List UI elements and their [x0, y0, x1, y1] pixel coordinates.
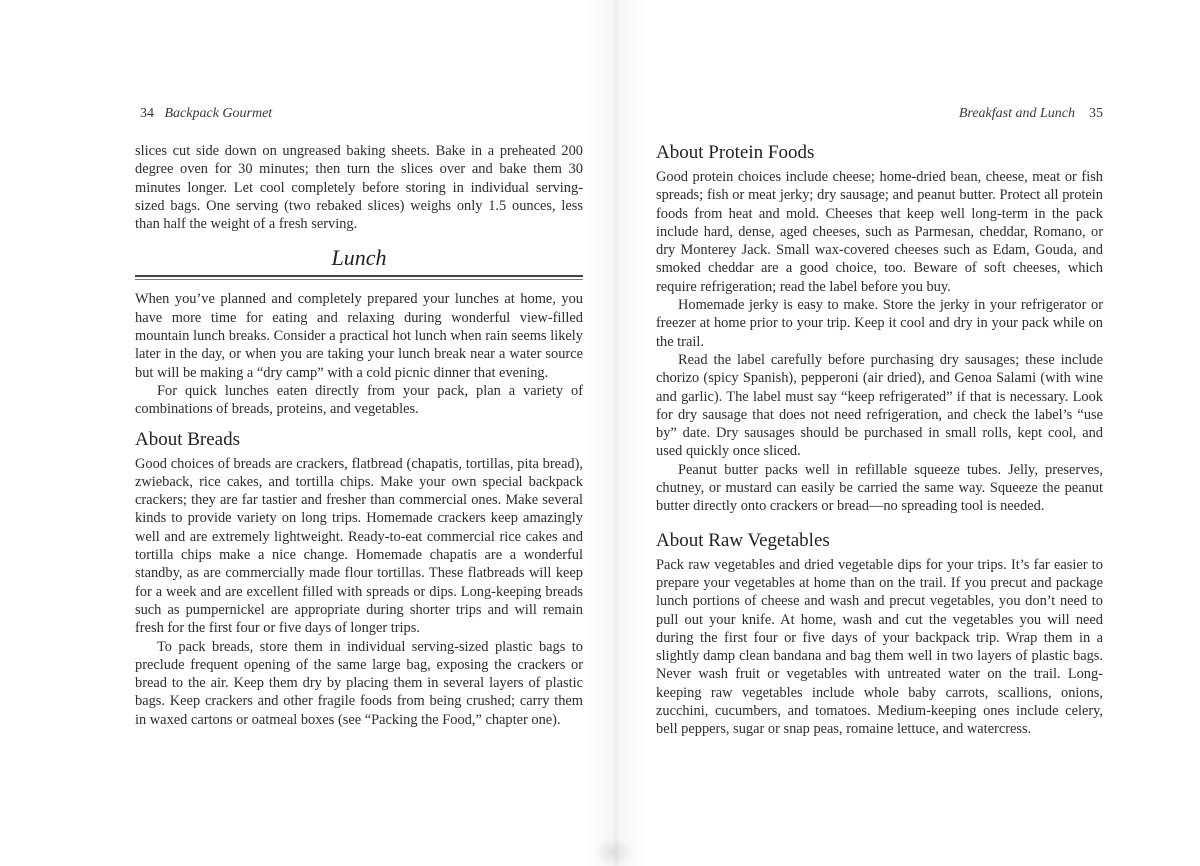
- section-title-lunch: Lunch: [331, 245, 387, 271]
- section-divider: [135, 275, 583, 280]
- vegetables-paragraph: Pack raw vegetables and dried vegetable dips for your trips. It’s far easier to prepare your vegetables at home than on the trail. If you precut and package lunch portions of cheese and wash and precut vegetables, you don’t need to pull out your knife. At home, wash and cut the vegetables you will need during the first four or five days of your backpack trip. Wrap them in a slightly damp clean bandana and bag them well in two layers of plastic bags. Never wash fruit or vegetables with untreated water on the trail. Long-keeping raw vegetables include whole baby carrots, scallions, onions, zucchini, cucumbers, and tomatoes. Medium-keeping ones include celery, bell peppers, sugar or snap peas, romaine lettuce, and watercress.: [656, 556, 1103, 738]
- page-edge-shadow: [594, 838, 634, 866]
- left-running-title: Backpack Gourmet: [164, 106, 273, 121]
- lunch-paragraph: When you’ve planned and completely prepared your lunches at home, you have more time for eating and relaxing during wonderful view-filled mountain lunch breaks. Consider a practical hot lunch when rain seems likely later in the day, or when you are taking your lunch break near a water source but will be making a “dry camp” with a cold picnic dinner that evening.: [135, 291, 583, 381]
- book-gutter: [586, 0, 646, 866]
- left-running-head: [140, 104, 272, 124]
- right-running-head: [948, 104, 1103, 124]
- left-page-body: [135, 142, 583, 729]
- breads-paragraph: Good choices of breads are crackers, flatbread (chapatis, tortillas, pita bread), zwieback, rice cakes, and tortilla chips. Make your own special backpack crackers; they are far tastier and fresher than commercial ones. Make several kinds to provide variety on long trips. Homemade crackers keep amazingly well and are extremely lightweight. Ready-to-eat commercial rice cakes and tortilla chips make a nice change. Homemade chapatis are a wonderful standby, as are commercially made flour tortillas. These flatbreads will keep for a week and are excellent filled with spreads or dips. Long-keeping breads such as pumpernickel are appropriate during shorter trips and will remain fresh for the first four or five days of longer trips.: [135, 455, 583, 637]
- right-page-number: 35: [1089, 106, 1103, 121]
- protein-paragraph: Homemade jerky is easy to make. Store the jerky in your refrigerator or freezer at home prior to your trip. Keep it cool and dry in your pack while on the trail.: [656, 297, 1103, 350]
- left-page-number: 34: [140, 106, 154, 121]
- heading-about-raw-vegetables: About Raw Vegetables: [656, 529, 830, 551]
- right-running-title: Breakfast and Lunch: [958, 106, 1075, 121]
- protein-paragraph: Read the label carefully before purchasing dry sausages; these include chorizo (spicy Spanish), pepperoni (air dried), and Genoa Salami (with wine and garlic). The label must say “keep refrigerated” if that is necessary. Look for dry sausage that does not need refrigeration, and check the label’s “use by” date. Dry sausages should be purchased in small rolls, kept cool, and used quickly once sliced.: [656, 351, 1103, 460]
- lunch-paragraph: For quick lunches eaten directly from your pack, plan a variety of combinations of breads, proteins, and vegetables.: [135, 382, 583, 418]
- protein-paragraph: Good protein choices include cheese; home-dried bean, cheese, meat or fish spreads; fish or meat jerky; dry sausage; and peanut butter. Protect all protein foods from heat and mold. Cheeses that keep well long-term in the pack include hard, dense, aged cheeses, such as Parmesan, cheddar, Romano, or dry Monterey Jack. Small wax-covered cheeses such as Edam, Gouda, and smoked cheddar are a good choice, too. Beware of soft cheeses, which require refrigeration; read the label before you buy.: [656, 169, 1103, 295]
- heading-about-breads: About Breads: [135, 428, 241, 450]
- breads-paragraph: To pack breads, store them in individual serving-sized plastic bags to preclude frequent opening of the same large bag, exposing the crackers or bread to the air. Keep them dry by placing them in several layers of plastic bags. Keep crackers and other fragile foods from being crushed; carry them in waxed cartons or oatmeal boxes (see “Packing the Food,” chapter one).: [135, 638, 583, 728]
- heading-about-protein-foods: About Protein Foods: [656, 142, 815, 163]
- protein-paragraph: Peanut butter packs well in refillable squeeze tubes. Jelly, preserves, chutney, or mustard can easily be carried the same way. Squeeze the peanut butter directly onto crackers or bread—no spreading tool is needed.: [656, 461, 1103, 515]
- carryover-paragraph: slices cut side down on ungreased baking sheets. Bake in a preheated 200 degree oven for 30 minutes; then turn the slices over and bake them 30 minutes longer. Let cool completely before storing in individual serving-sized bags. One serving (two rebaked slices) weighs only 1.5 ounces, less than half the weight of a fresh serving.: [135, 143, 583, 233]
- right-page-body: [656, 142, 1103, 739]
